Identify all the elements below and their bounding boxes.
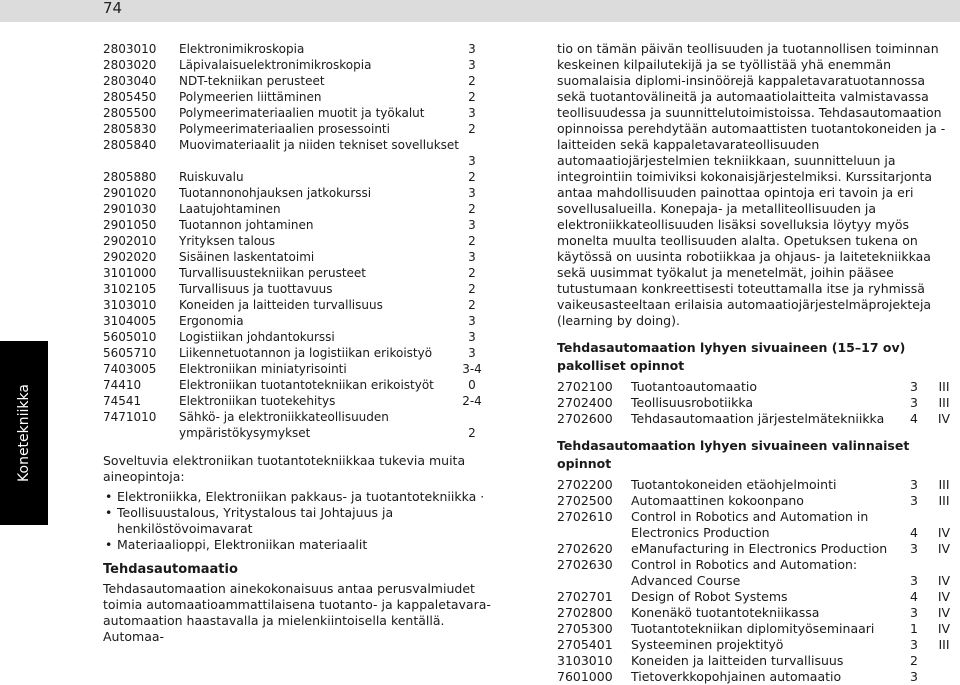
course-row [103,169,503,185]
related-studies-intro: Soveltuvia elektroniikan tuotantotekniikkaa tukevia muita aineopintoja: [103,453,466,484]
side-tab-label: Konetekniikka [16,384,32,482]
course-row [103,345,503,361]
course-row [103,185,503,201]
course-row [103,105,503,121]
left-column [103,41,503,645]
course-row [103,233,503,249]
course-row [103,361,503,377]
course-row [103,73,503,89]
page-header-bar [0,0,960,22]
course-row [557,411,957,427]
related-studies-list [103,489,503,553]
course-name: Ruiskuvalu [179,170,244,184]
course-code: 3102105 [103,282,157,296]
course-code: 5605710 [103,346,157,360]
course-code: 3103010 [103,298,157,312]
course-credits: 3 [910,493,918,508]
course-code: 2805840 [103,138,157,152]
course-credits: 2 [468,234,476,248]
course-credits: 3-4 [462,362,482,376]
course-name: Laatujohtaminen [179,202,281,216]
course-code: 2702400 [557,395,613,410]
course-period: III [938,395,950,410]
course-code: 2902020 [103,250,157,264]
optional-heading: Tehdasautomaation lyhyen sivuaineen valinnaiset opinnot [557,438,910,471]
course-name: Tehdasautomaation järjestelmätekniikka [631,411,885,426]
course-code: 2702620 [557,541,613,556]
course-name: Sähkö- ja elektroniikkateollisuuden ympäristökysymykset [179,410,389,440]
course-credits: 3 [468,186,476,200]
page-number: 74 [103,0,123,17]
course-period: IV [937,573,951,588]
course-credits: 3 [910,573,918,588]
course-credits: 4 [910,411,918,426]
course-row [557,395,957,411]
course-code: 2702630 [557,557,613,572]
course-row [103,249,503,265]
course-credits: 0 [468,378,476,392]
course-code: 2803020 [103,58,157,72]
course-name: Elektroniikan tuotekehitys [179,394,336,408]
course-name: Polymeerimateriaalien prosessointi [179,122,390,136]
course-name: Teollisuusrobotiikka [631,395,753,410]
course-row [103,41,503,57]
course-name: Tuotantotekniikan diplomityöseminaari [631,621,875,636]
course-code: 5605010 [103,330,157,344]
course-name: Elektroniikan miniatyrisointi [179,362,347,376]
bullet-item: • Materiaalioppi, Elektroniikan materiaalit [103,537,503,553]
right-column [557,41,957,685]
course-credits: 2 [468,298,476,312]
course-credits: 4 [910,525,918,540]
course-code: 7471010 [103,410,157,424]
course-credits: 3 [910,477,918,492]
course-code: 2702610 [557,509,613,524]
course-name: Ergonomia [179,314,244,328]
course-credits: 2 [910,653,918,668]
course-row [103,137,503,169]
course-row [557,589,957,605]
course-code: 2902010 [103,234,157,248]
course-name: NDT-tekniikan perusteet [179,74,325,88]
course-code: 7601000 [557,669,613,684]
course-name: Automaattinen kokoonpano [631,493,804,508]
course-credits: 3 [910,395,918,410]
course-row [103,121,503,137]
course-credits: 4 [910,589,918,604]
course-code: 74410 [103,378,142,392]
course-credits: 3 [468,346,476,360]
course-row [103,265,503,281]
course-code: 2805450 [103,90,157,104]
course-row [557,653,957,669]
course-code: 2705300 [557,621,613,636]
course-code: 2901020 [103,186,157,200]
course-credits: 3 [468,314,476,328]
course-code: 7403005 [103,362,157,376]
course-code: 2805880 [103,170,157,184]
course-name: Polymeerien liittäminen [179,90,322,104]
course-credits: 2 [468,122,476,136]
course-row [103,201,503,217]
course-code: 2702800 [557,605,613,620]
course-row [557,605,957,621]
course-name: Koneiden ja laitteiden turvallisuus [179,298,383,312]
course-period: III [938,637,950,652]
course-code: 2803040 [103,74,157,88]
course-credits: 3 [910,379,918,394]
section-side-tab [0,341,48,525]
course-period: IV [937,589,951,604]
course-name: Turvallisuus ja tuottavuus [179,282,333,296]
course-credits: 2 [468,282,476,296]
course-row [103,297,503,313]
course-credits: 3 [468,42,476,56]
course-credits: 3 [468,154,476,168]
course-code: 2805830 [103,122,157,136]
course-row [557,541,957,557]
course-name: Control in Robotics and Automation: Advanced Course [631,557,858,588]
mandatory-course-list [557,379,957,427]
section-heading: Tehdasautomaatio [103,562,238,577]
course-code: 74541 [103,394,142,408]
course-credits: 3 [468,218,476,232]
course-period: IV [937,621,951,636]
course-name: Muovimateriaalit ja niiden tekniset sovellukset [179,138,459,152]
course-name: Logistiikan johdantokurssi [179,330,335,344]
course-row [103,313,503,329]
course-code: 3101000 [103,266,157,280]
bullet-item: • Teollisuustalous, Yritystalous tai Johtajuus ja henkilöstövoimavarat [103,505,503,537]
course-row [557,669,957,685]
course-credits: 2 [468,90,476,104]
course-name: Control in Robotics and Automation in Electronics Production [631,509,869,540]
course-code: 2901050 [103,218,157,232]
course-code: 2805500 [103,106,157,120]
course-credits: 2 [468,426,476,440]
course-name: Polymeerimateriaalien muotit ja työkalut [179,106,425,120]
course-name: Liikennetuotannon ja logistiikan erikoistyö [179,346,433,360]
section-body-continued: tio on tämän päivän teollisuuden ja tuotannollisen toiminnan keskeinen kilpailutekijä ja se työllistää yhä enemmän suomalaisia diplomi-insinöörejä kappaletavaratuotannossa sekä tuotantovälineitä ja automaatiolaitteita valmistavassa teollisuudessa ja suunnittelutoimistoissa. Tehdasautomaation opinnoissa perehdytään automaattisten tuotantokoneiden ja -laitteiden sekä kappaletavarateollisuuden automaatiojärjestelmien tekniikkaan, suunnitteluun ja integrointiin toimiviksi kokonaisjärjestelmiksi. Kurssitarjonta antaa mahdollisuuden painottaa opintoja eri tavoin ja eri sovellusalueilla. Konepaja- ja metalliteollisuuden ja elektroniikkateollisuuden lisäksi sovelluksia löytyy myös monelta muulta teollisuuden alalta. Opetuksen tukena on käytössä on uusinta robotiikkaa ja ohjaus- ja laitetekniikkaa sekä uusimmat työkalut ja menetelmät, joihin pääsee tutustumaan konkreettisesti toteuttamalla itse ja ryhmissä vaikeusasteeltaan erilaisia automaatiojärjestelmäprojekteja (learning by doing). [557,41,946,328]
course-credits: 3 [910,541,918,556]
course-name: Sisäinen laskentatoimi [179,250,315,264]
course-row [103,409,503,441]
course-name: Tuotannonohjauksen jatkokurssi [179,186,372,200]
course-credits: 2-4 [462,394,482,408]
course-row [103,377,503,393]
course-name: Koneiden ja laitteiden turvallisuus [631,653,844,668]
mandatory-heading: Tehdasautomaation lyhyen sivuaineen (15–17 ov) pakolliset opinnot [557,340,906,373]
course-credits: 3 [910,669,918,684]
course-row [103,393,503,409]
course-credits: 3 [910,605,918,620]
course-credits: 3 [910,637,918,652]
course-code: 2702600 [557,411,613,426]
course-name: Yrityksen talous [179,234,275,248]
course-name: Konenäkö tuotantotekniikassa [631,605,820,620]
course-credits: 2 [468,202,476,216]
course-code: 2901030 [103,202,157,216]
course-period: IV [937,605,951,620]
course-credits: 2 [468,266,476,280]
course-credits: 3 [468,106,476,120]
course-row [557,557,957,589]
course-row [103,329,503,345]
course-credits: 3 [468,330,476,344]
course-row [557,637,957,653]
course-period: IV [937,411,951,426]
course-credits: 1 [910,621,918,636]
course-name: Tuotannon johtaminen [179,218,314,232]
course-code: 3104005 [103,314,157,328]
course-credits: 3 [468,58,476,72]
course-credits: 2 [468,74,476,88]
course-row [557,493,957,509]
course-row [103,57,503,73]
course-name: Systeeminen projektityö [631,637,784,652]
course-name: eManufacturing in Electronics Production [631,541,888,556]
course-row [103,281,503,297]
course-period: IV [937,525,951,540]
course-row [557,509,957,541]
course-code: 2803010 [103,42,157,56]
course-credits: 2 [468,170,476,184]
left-course-list [103,41,503,441]
course-code: 2705401 [557,637,613,652]
course-name: Elektronimikroskopia [179,42,305,56]
course-row [103,89,503,105]
course-code: 3103010 [557,653,613,668]
course-period: III [938,477,950,492]
section-body: Tehdasautomaation ainekokonaisuus antaa perusvalmiudet toimia automaatioammattilaisena tuotanto- ja kappaletavara-automaation haastavalla ja mielenkiintoisella kentällä. Automaa- [103,581,491,644]
course-code: 2702200 [557,477,613,492]
optional-course-list [557,477,957,685]
course-name: Tuotantoautomaatio [631,379,757,394]
course-period: III [938,379,950,394]
course-credits: 3 [468,250,476,264]
course-period: IV [937,541,951,556]
course-name: Design of Robot Systems [631,589,788,604]
course-name: Turvallisuustekniikan perusteet [179,266,367,280]
course-name: Elektroniikan tuotantotekniikan erikoistyöt [179,378,434,392]
course-period: III [938,493,950,508]
course-row [103,217,503,233]
course-row [557,621,957,637]
bullet-item: • Elektroniikka, Elektroniikan pakkaus- ja tuotantotekniikka · [103,489,503,505]
course-code: 2702500 [557,493,613,508]
course-row [557,379,957,395]
course-name: Tietoverkkopohjainen automaatio [631,669,842,684]
course-code: 2702100 [557,379,613,394]
course-row [557,477,957,493]
course-name: Läpivalaisuelektronimikroskopia [179,58,372,72]
course-name: Tuotantokoneiden etäohjelmointi [631,477,837,492]
course-code: 2702701 [557,589,613,604]
